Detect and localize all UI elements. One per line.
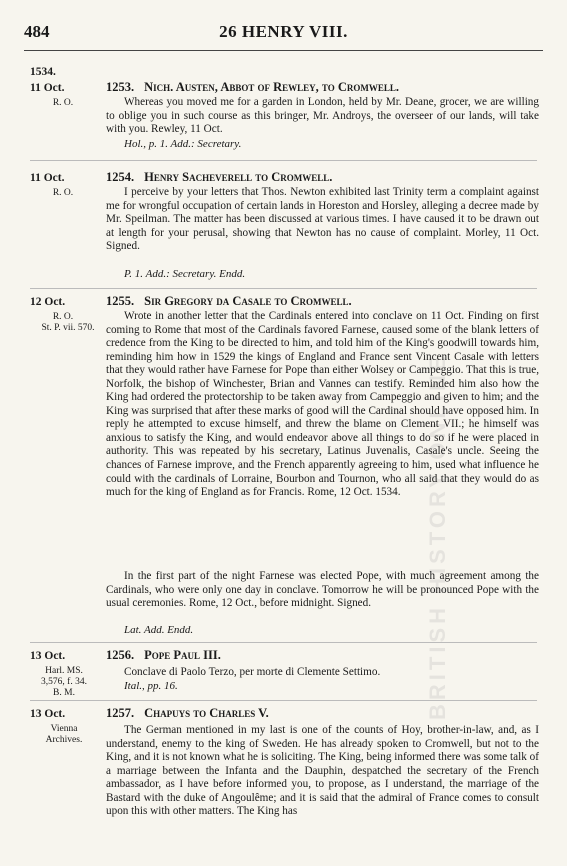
entry-meta: Ital., pp. 16. [124, 680, 178, 692]
page-header [24, 22, 543, 44]
entry-heading [106, 170, 539, 185]
entry-number: 1257. [106, 706, 135, 720]
margin-source-2: St. P. vii. 570. [41, 323, 95, 333]
entry-heading [106, 80, 539, 95]
entry-body: Whereas you moved me for a garden in London, held by Mr. Deane, grocer, we are willing to oblige you in such course as this bringer, Mr. Androys, the overseer of our lands, will take with you. Rewley, 11 Oct. [106, 96, 539, 136]
entry-title: Nich. Austen, Abbot of Rewley, to Cromwell. [144, 80, 400, 94]
margin-source: R. O. [52, 312, 74, 322]
running-title: 26 HENRY VIII. [219, 22, 348, 41]
entry-body: Conclave di Paolo Terzo, per morte di Clemente Settimo. [124, 666, 381, 678]
entry-body: Wrote in another letter that the Cardinals entered into conclave on 11 Oct. Finding on first coming to Rome that most of the Cardinals favored Farnese, caused some of the blank letters of credence from the King to be directed to him, and told him of the King's goodwill towards him, reminding him how in 1529 the kings of England and France sent Vincent Casale with letters that they would rather have Farnese for Pope than either Wolsey or Campeggio. That this is true, Norfolk, the bishop of Winchester, Brian and Vannes can testify. Reminded him also how the King had ordered the protectorship to be taken away from Campeggio and given to him; and the King was surprised that after these marks of good will the Cardinal should have opposed him. In reply he attempted to excuse himself, and threw the blame on Clement VII.; he himself was anxious to satisfy the King, and would endeavor above all things to do so if he were placed in authority. This was repeated by his secretary, Latinus Juvenalis, Casale's uncle. Seeing the chances of Farnese improve, and the French apparently agreeing to him, used what influence he could with the cardinals of Lorraine, Bourbon and Tournon, who all said that they would do as much for the king of England as for Francis. Rome, 12 Oct. 1534. [106, 310, 539, 499]
margin-date: 12 Oct. [30, 296, 66, 308]
margin-source: R. O. [52, 188, 74, 198]
margin-date: 11 Oct. [30, 172, 65, 184]
entry-separator [30, 642, 537, 643]
entry-body: I perceive by your letters that Thos. Newton exhibited last Trinity term a complaint against me for wrongful occupation of certain lands in Horeston and Horsley, alleging a decree made by Mr. Speilman. The matter has been discussed at various times. I have caused it to be drawn out at length for your perusal, showing that Newton has no cause of complaint. Morley, 11 Oct. Signed. [106, 186, 539, 253]
margin-source: R. O. [52, 98, 74, 108]
entry-title: Henry Sacheverell to Cromwell. [144, 170, 333, 184]
entry-number: 1255. [106, 294, 135, 308]
margin-source-2: Archives. [45, 735, 83, 745]
entry-title: Chapuys to Charles V. [144, 706, 269, 720]
margin-source: Harl. MS. [45, 666, 83, 676]
entry-body: The German mentioned in my last is one of the counts of Hoy, brother-in-law, and, as I understand, enemy to the king of Sweden. He has already spoken to Cromwell, but not to the King, and it is not known what he is soliciting. The King, being informed there was some talk of a marriage between the Infanta and the Dauphin, despatched the secretary of the French ambassador, as I have before informed you, to propose, as I understand, the marriage of the Bastard with the duke of Angoulême; and it is said that the admiral of France comes to consult upon this with other matters. The King has [106, 724, 539, 818]
entry-number: 1256. [106, 648, 135, 662]
margin-date: 13 Oct. [30, 708, 66, 720]
watermark: BRITISH HISTORY ONLINE [425, 352, 450, 720]
page-number: 484 [24, 22, 50, 41]
header-rule [24, 50, 543, 51]
entry-title: Sir Gregory da Casale to Cromwell. [144, 294, 352, 308]
entry-separator [30, 700, 537, 701]
entry-number: 1253. [106, 80, 135, 94]
entry-number: 1254. [106, 170, 135, 184]
entry-heading [106, 648, 539, 663]
entry-meta: Lat. Add. Endd. [124, 624, 194, 636]
entry-heading [106, 294, 539, 309]
margin-date: 11 Oct. [30, 82, 65, 94]
entry-meta: Hol., p. 1. Add.: Secretary. [124, 138, 242, 150]
margin-source-2: 3,576, f. 34. [41, 677, 87, 687]
entry-title: Pope Paul III. [144, 648, 221, 662]
entry-meta: P. 1. Add.: Secretary. Endd. [124, 268, 246, 280]
entry-separator [30, 160, 537, 161]
margin-source-3: B. M. [53, 688, 75, 698]
margin-year: 1534. [30, 66, 56, 78]
entry-separator [30, 288, 537, 289]
entry-body-2: In the first part of the night Farnese was elected Pope, with much agreement among the Cardinals, who were only one day in conclave. Tomorrow he will be pronounced Pope with the usual ceremonies. Rome, 12 Oct., before midnight. Signed. [106, 570, 539, 610]
margin-date: 13 Oct. [30, 650, 66, 662]
entry-heading [106, 706, 539, 721]
margin-source: Vienna [50, 724, 78, 734]
